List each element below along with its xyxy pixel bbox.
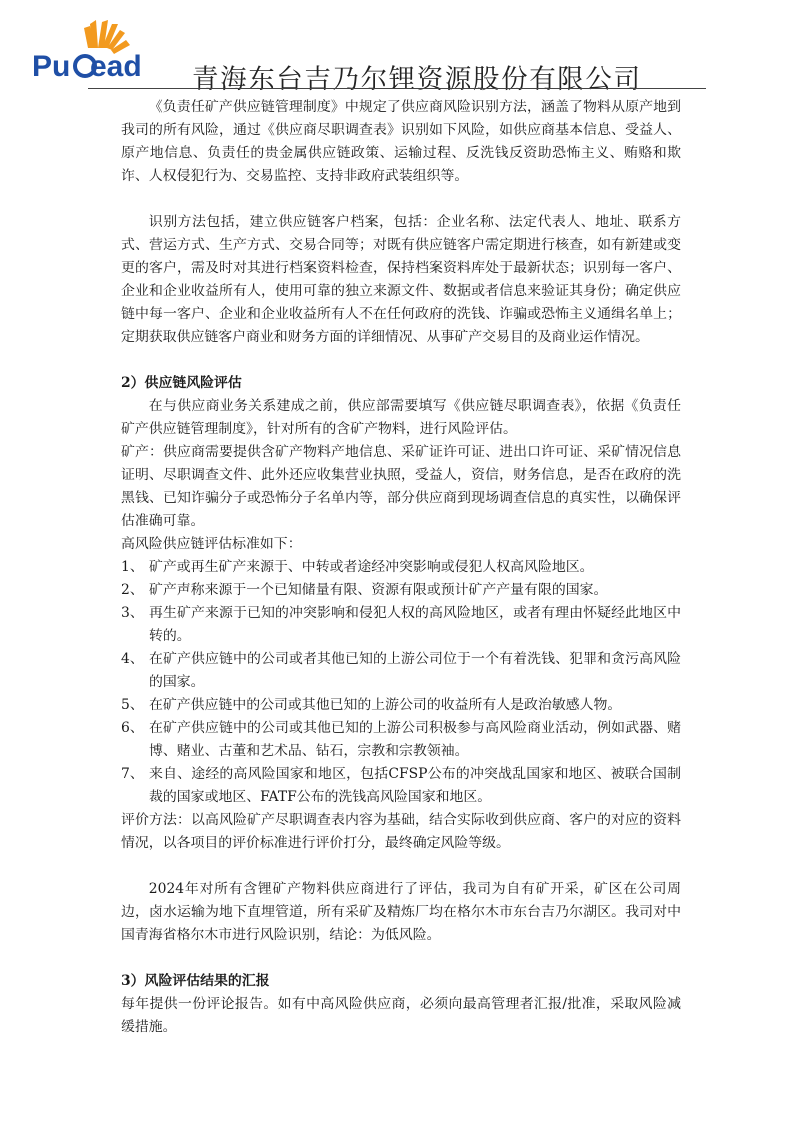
document-body [121, 96, 681, 1039]
evaluation-method: 评价方法：以高风险矿产尽职调查表内容为基础，结合实际收到供应商、客户的对应的资料情况，以各项目的评价标准进行评价打分，最终确定风险等级。 [121, 812, 681, 851]
paragraph: 《负责任矿产供应链管理制度》中规定了供应商风险识别方法，涵盖了物料从原产地到我司的所有风险，通过《供应商尽职调查表》识别如下风险，如供应商基本信息、受益人、原产地信息、负责任的贵金属供应链政策、运输过程、反洗钱反资助恐怖主义、贿赂和欺诈、人权侵犯行为、交易监控、支持非政府武装组织等。 [121, 99, 681, 184]
header-divider [88, 88, 706, 89]
svg-text:ead: ead [90, 50, 142, 83]
criteria-title: 高风险供应链评估标准如下： [121, 536, 302, 552]
paragraph: 每年提供一份评论报告。如有中高风险供应商，必须向最高管理者汇报/批准，采取风险减缓措施。 [121, 996, 681, 1035]
svg-text:Pu: Pu [32, 50, 71, 83]
list-item: 4、 在矿产供应链中的公司或者其他已知的上游公司位于一个有着洗钱、犯罪和贪污高风险的国家。 [121, 651, 681, 690]
paragraph: 识别方法包括，建立供应链客户档案，包括：企业名称、法定代表人、地址、联系方式、营运方式、生产方式、交易合同等；对既有供应链客户需定期进行核查，如有新建或变更的客户，需及时对其进行档案资料检查，保持档案资料库处于最新状态；识别每一客户、企业和企业收益所有人，使用可靠的独立来源文件、数据或者信息来验证其身份；确定供应链中每一客户、企业和企业收益所有人不在任何政府的洗钱、诈骗或恐怖主义通缉名单上；定期获取供应链客户商业和财务方面的详细情况、从事矿产交易目的及商业运作情况。 [121, 214, 681, 345]
list-item: 2、 矿产声称来源于一个已知储量有限、资源有限或预计矿产产量有限的国家。 [121, 582, 608, 598]
paragraph: 2024年对所有含锂矿产物料供应商进行了评估，我司为自有矿开采，矿区在公司周边，卤水运输为地下直埋管道，所有采矿及精炼厂均在格尔木市东台吉乃尔湖区。我司对中国青海省格尔木市进行风险识别，结论：为低风险。 [121, 881, 681, 943]
list-item: 5、 在矿产供应链中的公司或其他已知的上游公司的收益所有人是政治敏感人物。 [121, 697, 622, 713]
section-heading: 3）风险评估结果的汇报 [121, 973, 270, 989]
list-item: 6、 在矿产供应链中的公司或其他已知的上游公司积极参与高风险商业活动，例如武器、赌博、赌业、古董和艺术品、钻石，宗教和宗教领袖。 [121, 720, 681, 759]
paragraph: 在与供应商业务关系建成之前，供应部需要填写《供应链尽职调查表》，依据《负责任矿产供应链管理制度》，针对所有的含矿产物料，进行风险评估。 [121, 398, 681, 437]
paragraph: 矿产：供应商需要提供含矿产物料产地信息、采矿证许可证、进出口许可证、采矿情况信息证明、尽职调查文件、此外还应收集营业执照，受益人，资信，财务信息，是否在政府的洗黑钱、已知诈骗分子或恐怖分子名单内等，部分供应商到现场调查信息的真实性，以确保评估准确可靠。 [121, 444, 681, 529]
list-item: 1、 矿产或再生矿产来源于、中转或者途经冲突影响或侵犯人权高风险地区。 [121, 559, 594, 575]
company-name: 青海东台吉乃尔锂资源股份有限公司 [192, 64, 642, 95]
list-item: 3、 再生矿产来源于已知的冲突影响和侵犯人权的高风险地区，或者有理由怀疑经此地区中转的。 [121, 605, 681, 644]
section-heading: 2）供应链风险评估 [121, 375, 242, 391]
list-item: 7、 来自、途经的高风险国家和地区，包括CFSP公布的冲突战乱国家和地区、被联合国制裁的国家或地区、FATF公布的洗钱高风险国家和地区。 [121, 766, 681, 805]
company-logo [30, 18, 145, 84]
